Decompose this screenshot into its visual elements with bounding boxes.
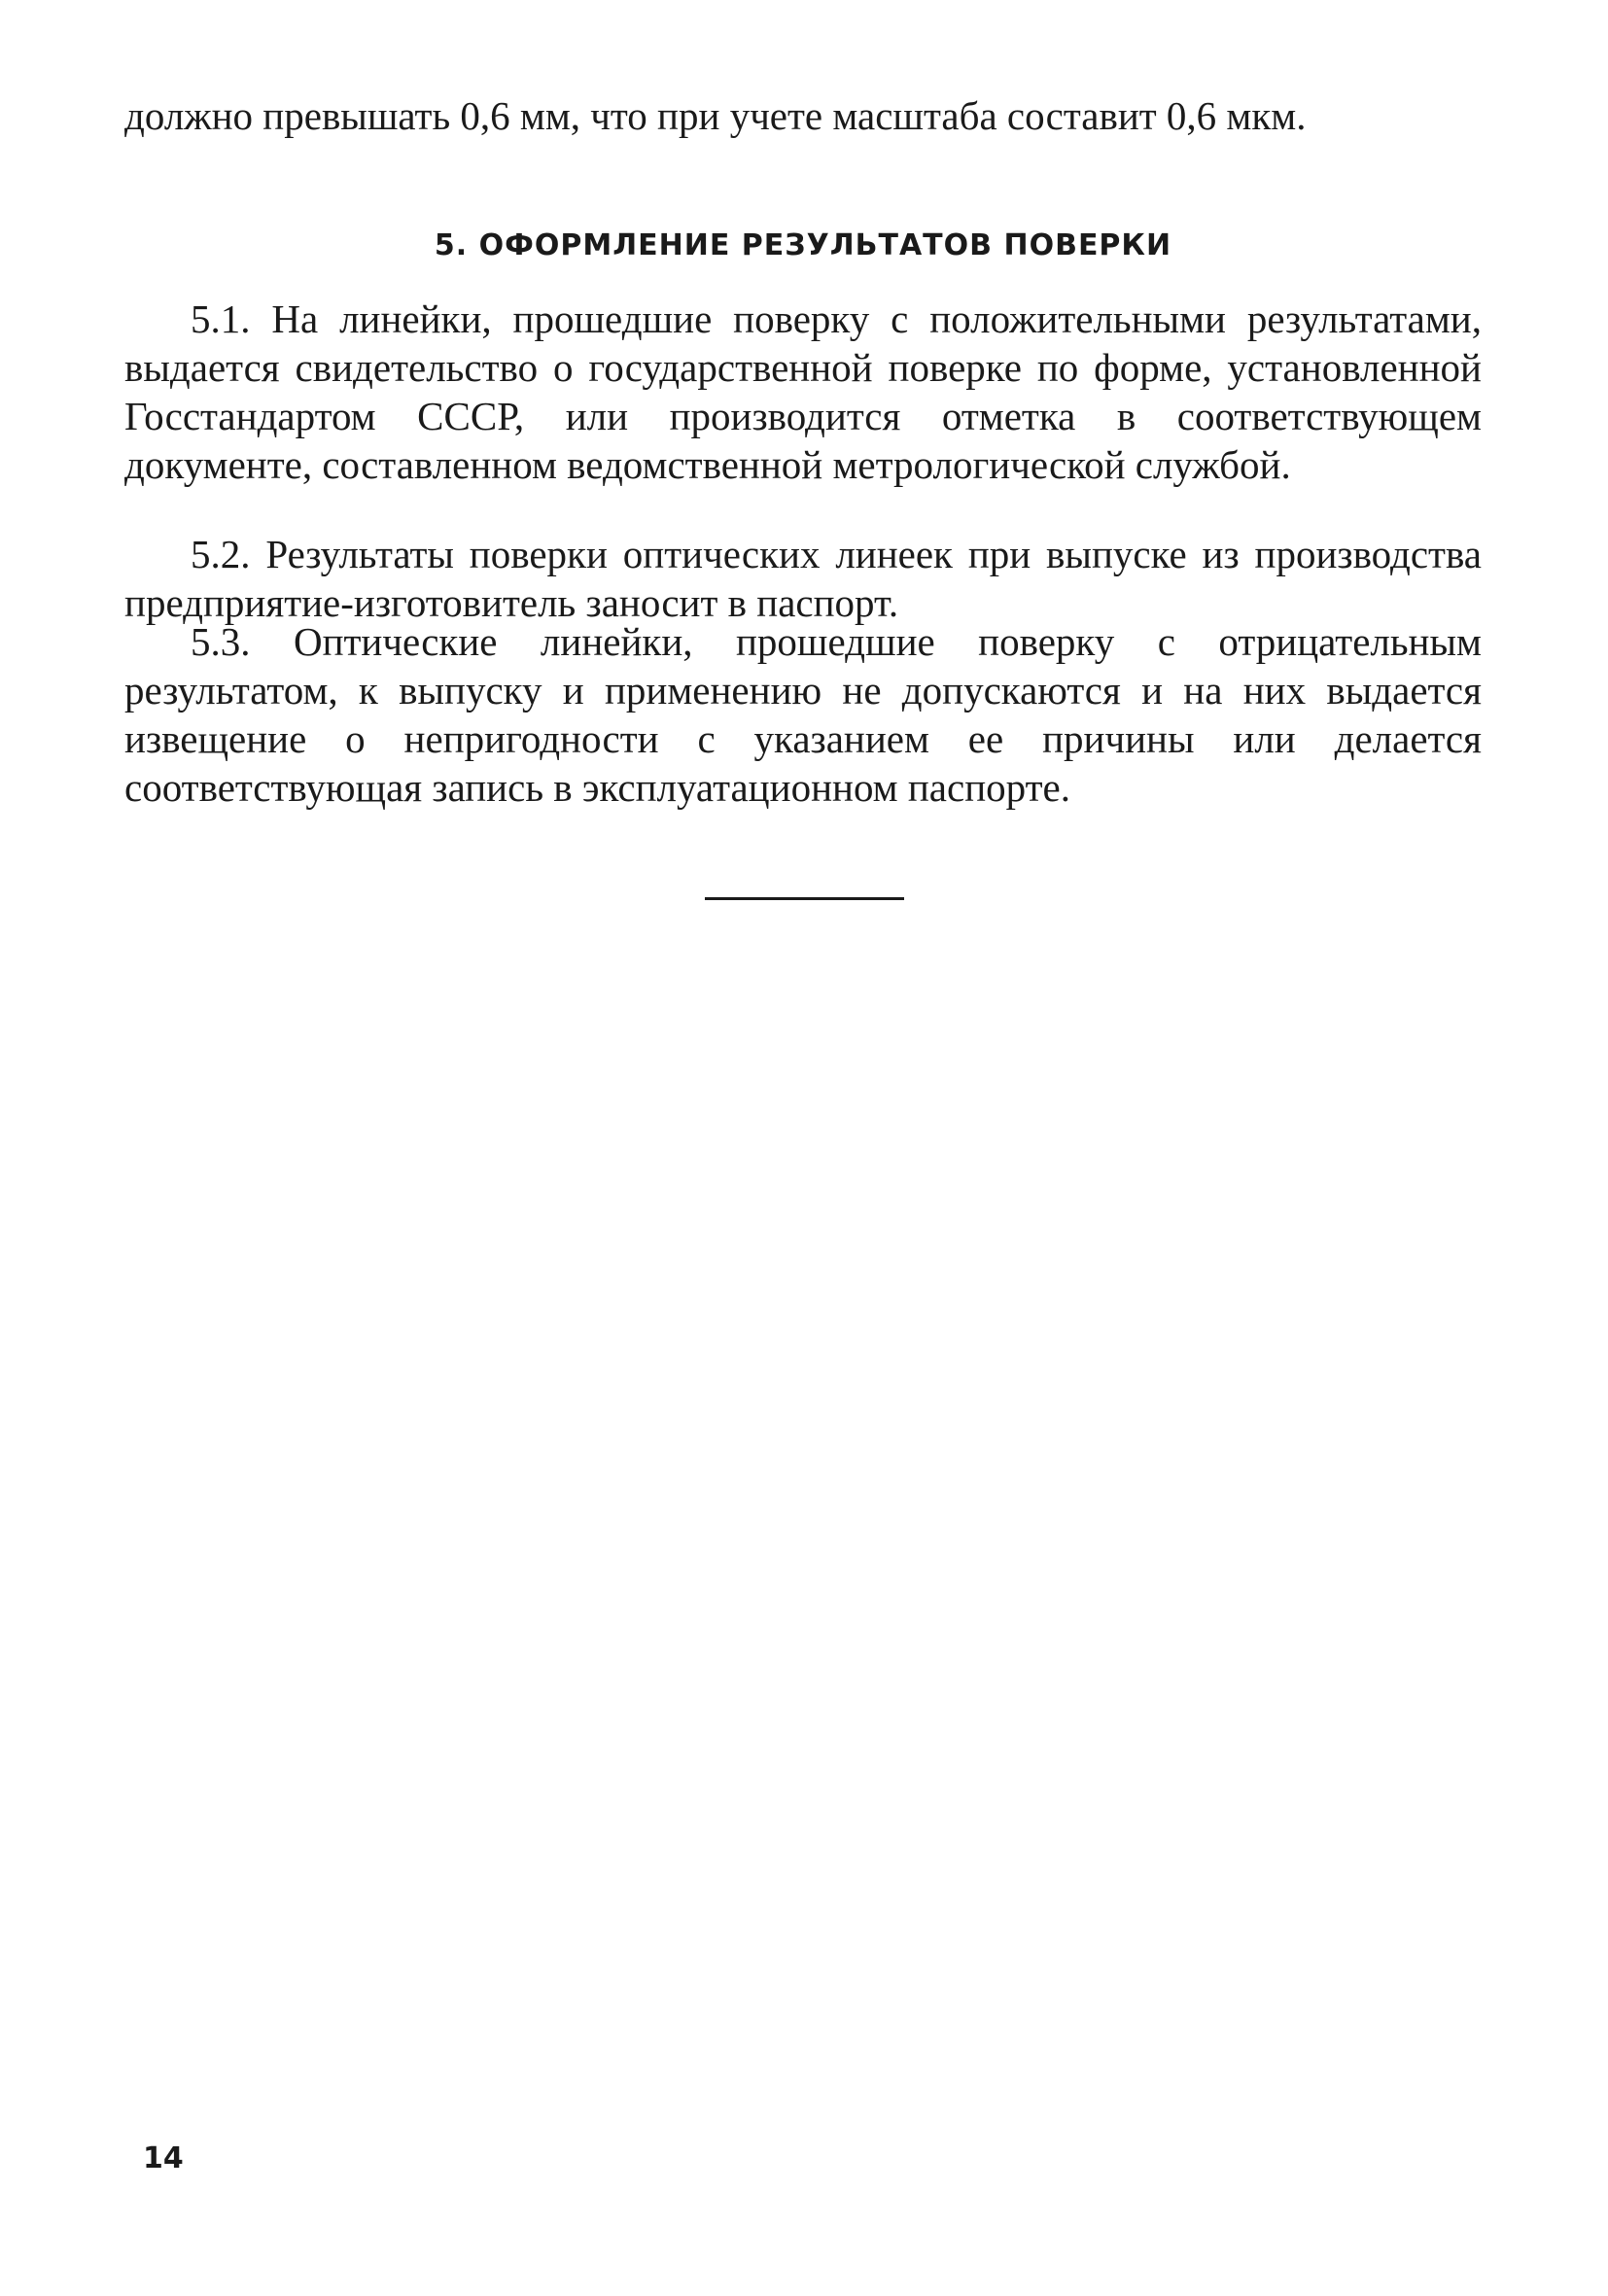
intro-paragraph: должно превышать 0,6 мм, что при учете масштаба составит 0,6 мкм. xyxy=(124,93,1307,138)
section-title: 5. ОФОРМЛЕНИЕ РЕЗУЛЬТАТОВ ПОВЕРКИ xyxy=(434,228,1172,262)
paragraph-5-1: 5.1. На линейки, прошедшие поверку с положительными результатами, выдается свидетельство о государственной поверке по форме, установленной Госстандартом СССР, или производится отметка в соответствующем документе, составленном ведомственной метрологической службой. xyxy=(124,296,1482,487)
paragraph-5-2: 5.2. Результаты поверки оптических линеек при выпуске из производства предприятие-изготовитель заносит в паспорт. xyxy=(124,532,1482,625)
page-number: 14 xyxy=(143,2141,184,2175)
end-separator-line xyxy=(705,897,904,900)
paragraph-5-3: 5.3. Оптические линейки, прошедшие поверку с отрицательным результатом, к выпуску и применению не допускаются и на них выдается извещение о непригодности с указанием ее причины или делается соответствующая запись в эксплуатационном паспорте. xyxy=(124,619,1482,810)
